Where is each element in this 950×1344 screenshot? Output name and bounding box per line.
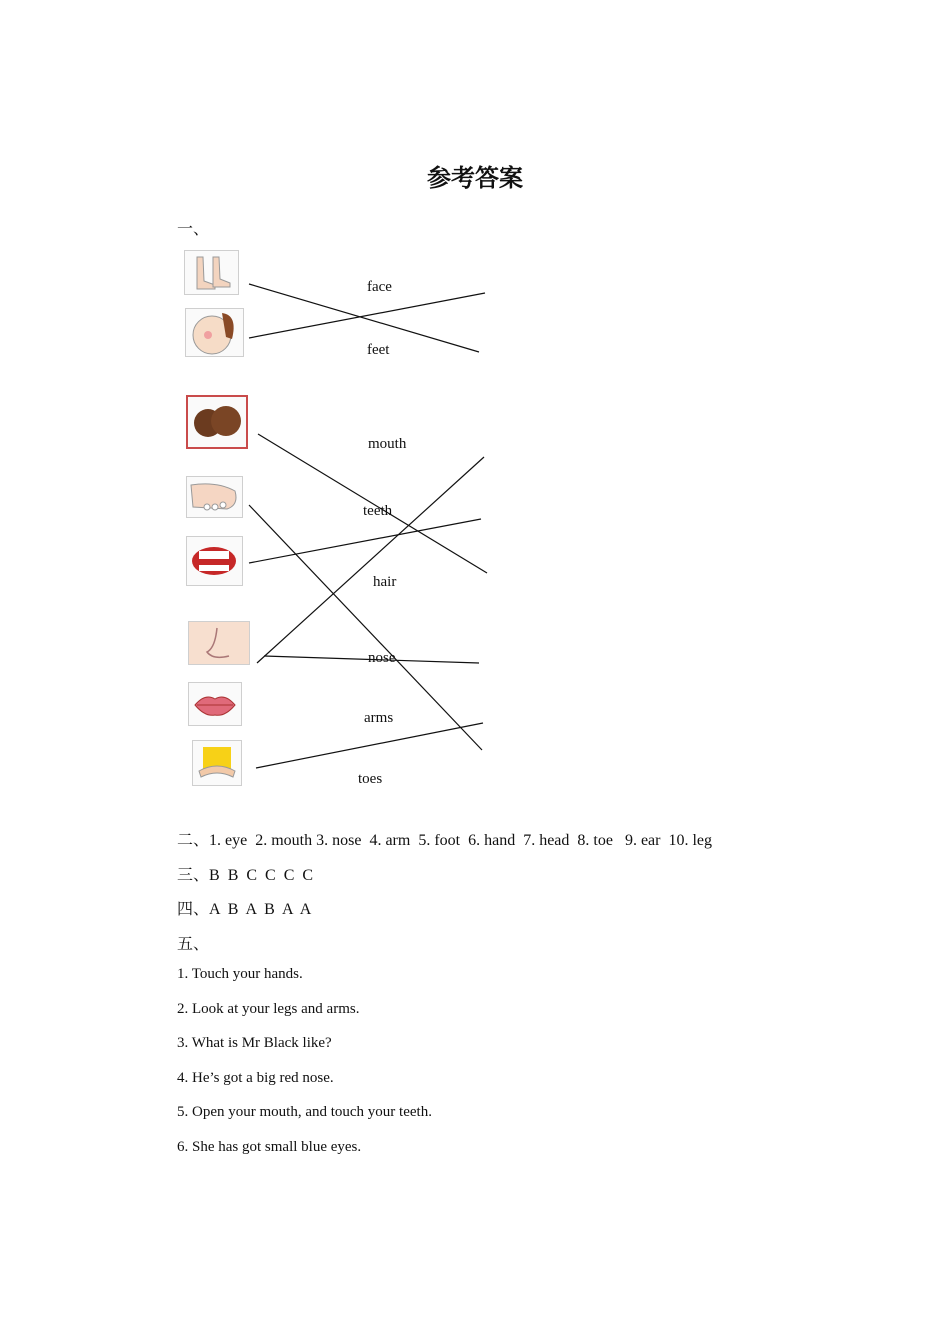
sentence-4: 4. He’s got a big red nose.: [177, 1070, 334, 1086]
face-icon: [186, 309, 243, 356]
section-2: [177, 827, 712, 850]
word-mouth: mouth: [368, 436, 407, 452]
section-3-label: 三、: [177, 867, 210, 884]
toes-icon: [187, 477, 242, 517]
hair-icon: [188, 397, 246, 447]
section-4-label: 四、: [177, 901, 210, 918]
section-2-answers: 1. eye 2. mouth 3. nose 4. arm 5. foot 6. hand 7. head 8. toe 9. ear 10. leg: [209, 832, 713, 849]
section-3: [177, 862, 313, 885]
section-2-label: 二、: [177, 832, 210, 849]
nose-picture: [188, 621, 250, 665]
lips-icon: [189, 683, 241, 725]
sentence-5: 5. Open your mouth, and touch your teeth.: [177, 1104, 432, 1120]
arms-icon: [193, 741, 241, 785]
word-nose: nose: [368, 650, 396, 666]
page-title: 参考答案: [427, 164, 523, 192]
hair-picture: [186, 395, 248, 449]
match-line-arms: [256, 723, 483, 768]
word-hair: hair: [373, 574, 397, 590]
feet-icon: [185, 251, 238, 294]
word-teeth: teeth: [363, 503, 393, 519]
section-4: [177, 896, 311, 919]
teeth-picture: [186, 536, 243, 586]
sentence-1: 1. Touch your hands.: [177, 966, 303, 982]
toes-picture: [186, 476, 243, 518]
face-picture: [185, 308, 244, 357]
word-arms: arms: [364, 710, 394, 726]
arms-picture: [192, 740, 242, 786]
section-4-answers: A B A B A A: [209, 901, 312, 918]
word-feet: feet: [367, 342, 390, 358]
teeth-icon: [187, 537, 242, 585]
match-line-feet: [249, 284, 479, 352]
feet-picture: [184, 250, 239, 295]
word-face: face: [367, 279, 392, 295]
mouth-picture: [188, 682, 242, 726]
word-toes: toes: [358, 771, 383, 787]
sentence-3: 3. What is Mr Black like?: [177, 1035, 332, 1051]
sentence-2: 2. Look at your legs and arms.: [177, 1001, 360, 1017]
section-3-answers: B B C C C C: [209, 867, 314, 884]
match-line-face: [249, 293, 485, 338]
nose-icon: [189, 622, 249, 664]
section-5-label: 五、: [177, 936, 210, 953]
sentence-6: 6. She has got small blue eyes.: [177, 1139, 362, 1155]
section-1-label: 一、: [177, 221, 210, 238]
